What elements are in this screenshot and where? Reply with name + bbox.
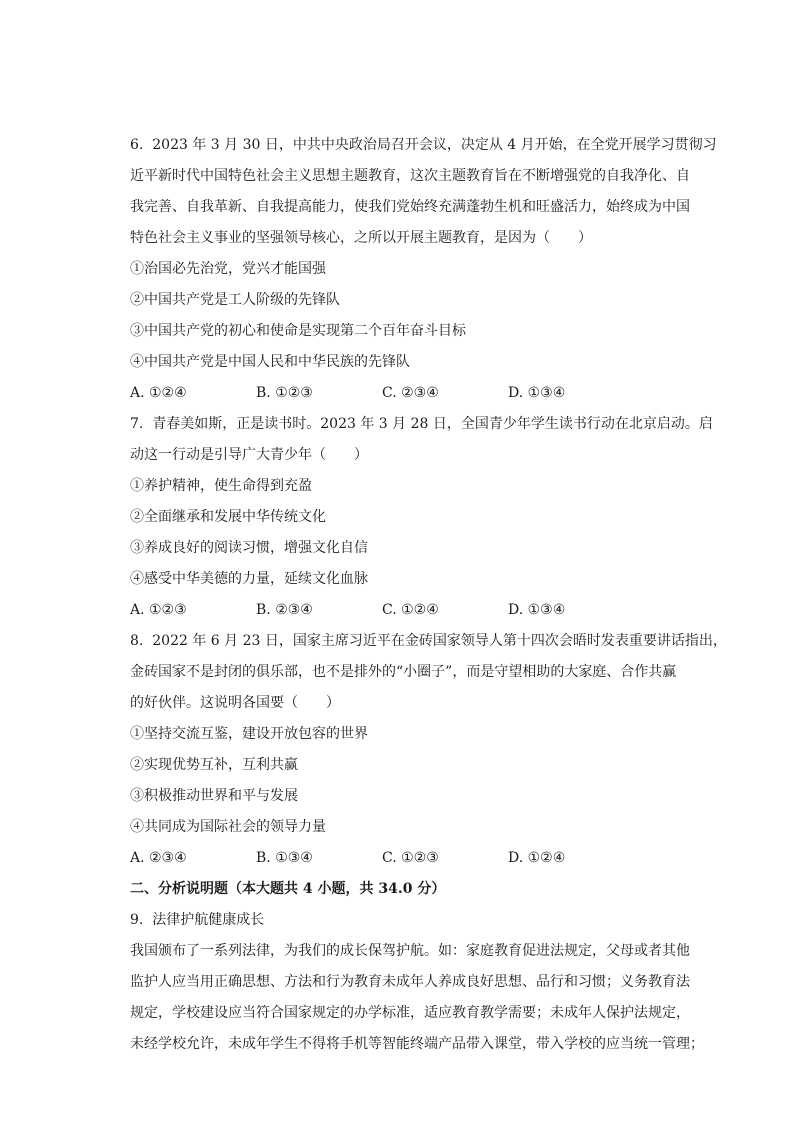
option-c: C. ①②③ <box>382 850 439 866</box>
question-text-line: 未经学校允许，未成年学生不得将手机等智能终端产品带入课堂，带入学校的应当统一管理； <box>130 1036 704 1052</box>
option-b: B. ②③④ <box>256 602 313 618</box>
statement-item: ①治国必先治党，党兴才能国强 <box>130 261 326 277</box>
page-content <box>130 130 727 1060</box>
question-text-line: 动这一行动是引导广大青少年（ ） <box>130 447 368 463</box>
option-d: D. ①③④ <box>508 385 566 401</box>
statement-item: ④共同成为国际社会的领导力量 <box>130 819 326 835</box>
statement-item: ②中国共产党是工人阶级的先锋队 <box>130 292 340 308</box>
statement-item: ④感受中华美德的力量，延续文化血脉 <box>130 571 368 587</box>
question-text-line: 我国颁布了一系列法律，为我们的成长保驾护航。如：家庭教育促进法规定，父母或者其他 <box>130 943 690 959</box>
option-c: C. ②③④ <box>382 385 439 401</box>
section-title: 二、分析说明题（本大题共 4 小题，共 34.0 分） <box>130 881 446 897</box>
statement-item: ①坚持交流互鉴，建设开放包容的世界 <box>130 726 368 742</box>
statement-item: ②全面继承和发展中华传统文化 <box>130 509 326 525</box>
question-9 <box>130 905 704 1060</box>
option-d: D. ①②④ <box>508 850 566 866</box>
option-d: D. ①③④ <box>508 602 566 618</box>
statement-item: ③积极推动世界和平与发展 <box>130 788 298 804</box>
question-text-line: 7. 青春美如斯，正是读书时。2023 年 3 月 28 日，全国青少年学生读书行动在北京启动。启 <box>130 416 713 432</box>
question-text-line: 监护人应当用正确思想、方法和行为教育未成年人养成良好思想、品行和习惯；义务教育法 <box>130 974 690 990</box>
answer-options <box>130 595 695 626</box>
question-text-line: 特色社会主义事业的坚强领导核心，之所以开展主题教育，是因为（ ） <box>130 230 592 246</box>
answer-options <box>130 843 695 874</box>
option-b: B. ①③④ <box>256 850 313 866</box>
question-text-line: 6. 2023 年 3 月 30 日，中共中央政治局召开会议，决定从 4 月开始，在全党开展学习贯彻习 <box>130 137 717 153</box>
statement-item: ③养成良好的阅读习惯，增强文化自信 <box>130 540 368 556</box>
statement-item: ①养护精神，使生命得到充盈 <box>130 478 312 494</box>
statement-item: ③中国共产党的初心和使命是实现第二个百年奋斗目标 <box>130 323 466 339</box>
question-8 <box>130 626 727 874</box>
answer-options <box>130 378 695 409</box>
option-c: C. ①②④ <box>382 602 439 618</box>
question-text-line: 规定，学校建设应当符合国家规定的办学标准，适应教育教学需要；未成年人保护法规定， <box>130 1005 690 1021</box>
question-text-line: 近平新时代中国特色社会主义思想主题教育，这次主题教育旨在不断增强党的自我净化、自 <box>130 168 690 184</box>
question-text-line: 的好伙伴。这说明各国要（ ） <box>130 695 340 711</box>
option-b: B. ①②③ <box>256 385 313 401</box>
question-text-line: 金砖国家不是封闭的俱乐部，也不是排外的“小圈子”，而是守望相助的大家庭、合作共赢 <box>130 664 677 680</box>
statement-item: ④中国共产党是中国人民和中华民族的先锋队 <box>130 354 410 370</box>
question-text-line: 我完善、自我革新、自我提高能力，使我们党始终充满蓬勃生机和旺盛活力，始终成为中国 <box>130 199 690 215</box>
question-7 <box>130 409 713 626</box>
option-a: A. ②③④ <box>130 850 187 866</box>
question-title: 9. 法律护航健康成长 <box>130 912 265 928</box>
option-a: A. ①②③ <box>130 602 187 618</box>
option-a: A. ①②④ <box>130 385 187 401</box>
statement-item: ②实现优势互补，互利共赢 <box>130 757 298 773</box>
question-6 <box>130 130 717 409</box>
question-text-line: 8. 2022 年 6 月 23 日，国家主席习近平在金砖国家领导人第十四次会晤时发表重要讲话指出， <box>130 633 727 649</box>
